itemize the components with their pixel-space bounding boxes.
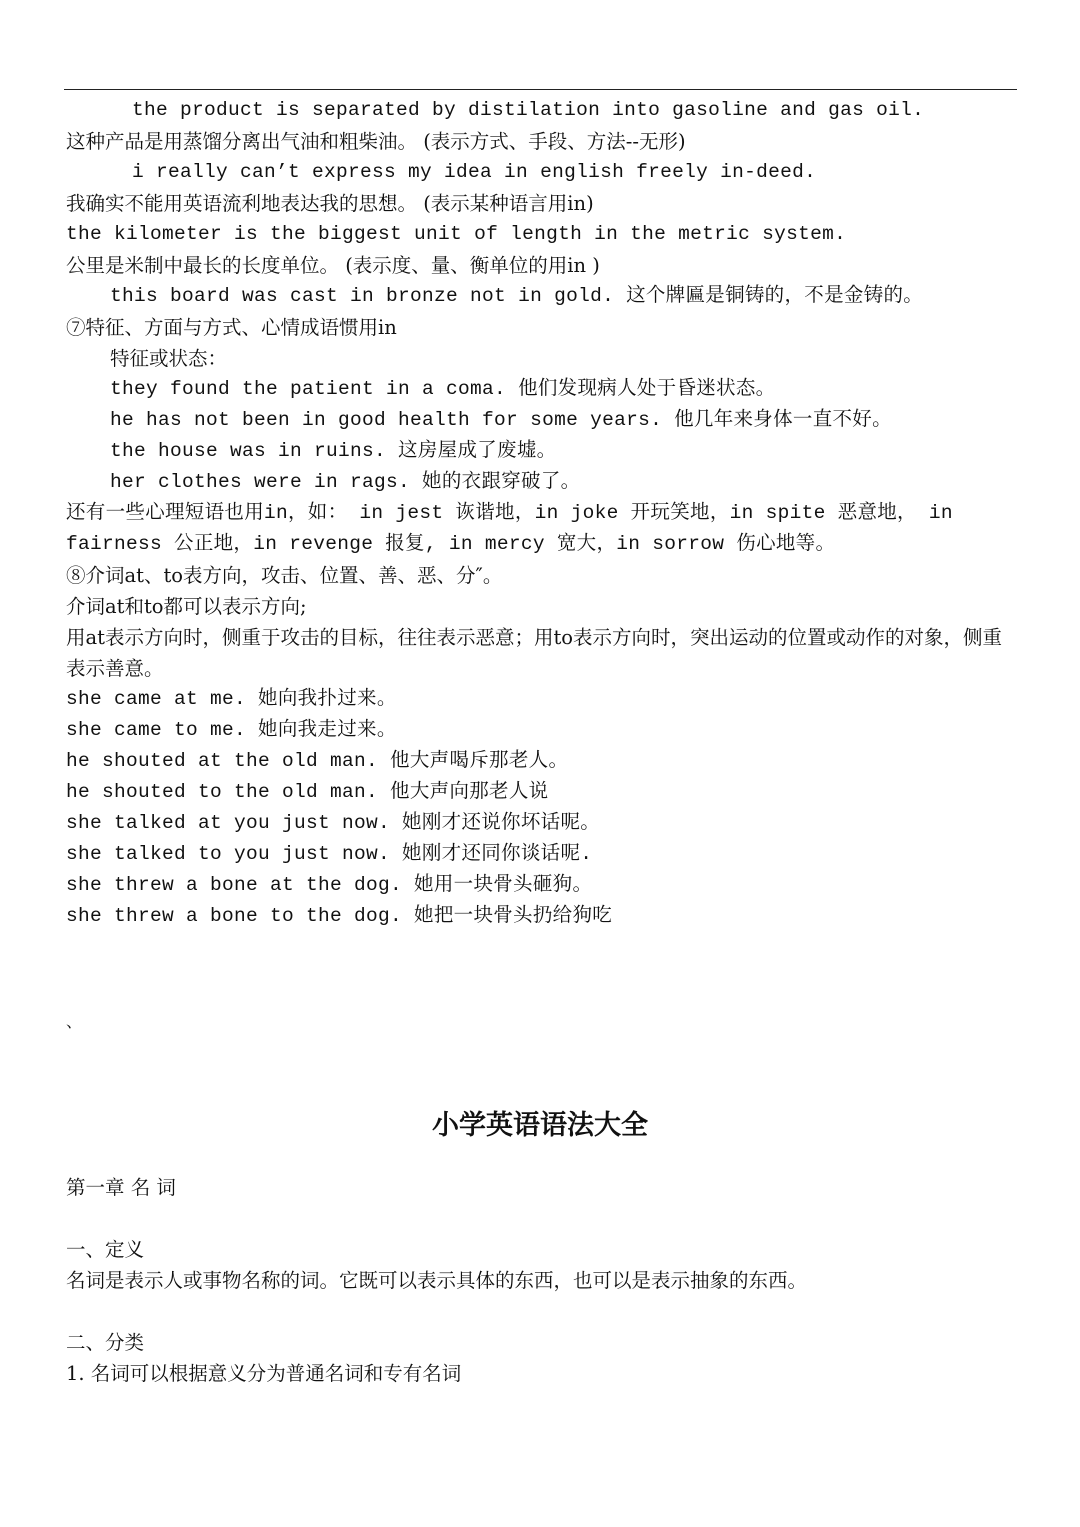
example-line: she threw a bone at the dog. 她用一块骨头砸狗。	[66, 874, 593, 896]
text-line: i really can’t express my idea in english freely in-deed.	[132, 161, 817, 183]
header-rule	[64, 89, 1017, 90]
text-line: 这种产品是用蒸馏分离出气油和粗柴油。 (表示方式、手段、方法--无形)	[66, 130, 686, 153]
chapter-heading: 第一章 名 词	[66, 1176, 176, 1199]
text-line: they found the patient in a coma. 他们发现病人处于昏迷状态。	[110, 378, 776, 400]
text-line: the house was in ruins. 这房屋成了废墟。	[110, 440, 557, 462]
document-title: 小学英语语法大全	[432, 1110, 648, 1141]
section-classification	[66, 1327, 1016, 1389]
upper-text-block	[66, 95, 1016, 932]
text-line: this board was cast in bronze not in gold. 这个牌匾是铜铸的，不是金铸的。	[110, 285, 924, 307]
text-line: the kilometer is the biggest unit of length in the metric system.	[66, 223, 847, 245]
example-line: she came to me. 她向我走过来。	[66, 719, 397, 741]
text-line: 介词at和to都可以表示方向;	[66, 595, 307, 618]
subsection-heading: ⑦特征、方面与方式、心情成语惯用in	[66, 316, 397, 339]
text-line: her clothes were in rags. 她的衣跟穿破了。	[110, 471, 581, 493]
section-definition	[66, 1234, 1016, 1296]
example-line: she threw a bone to the dog. 她把一块骨头扔给狗吃	[66, 905, 613, 927]
text-line: he has not been in good health for some years. 他几年来身体一直不好。	[110, 409, 892, 431]
text-paragraph: 用at表示方向时，侧重于攻击的目标，往往表示恶意；用to表示方向时，突出运动的位置或动作的对象，侧重表示善意。	[66, 626, 1003, 680]
text-line: the product is separated by distilation into gasoline and gas oil.	[132, 99, 925, 121]
example-line: he shouted at the old man. 他大声喝斥那老人。	[66, 750, 569, 772]
section-text: 名词是表示人或事物名称的词。它既可以表示具体的东西，也可以是表示抽象的东西。	[66, 1269, 808, 1292]
text-paragraph: 还有一些心理短语也用in，如： in jest 诙谐地，in joke 开玩笑地，in spite 恶意地， in fairness 公正地，in revenge 报复, in mercy 宽大，in sorrow 伤心地等。	[66, 502, 953, 555]
stray-mark: 、	[66, 1012, 83, 1031]
subsection-heading: ⑧介词at、to表方向，攻击、位置、善、恶、分″。	[66, 564, 503, 587]
section-heading: 一、定义	[66, 1238, 145, 1261]
text-line: 公里是米制中最长的长度单位。 (表示度、量、衡单位的用in )	[66, 254, 600, 277]
example-line: she talked at you just now. 她刚才还说你坏话呢。	[66, 812, 601, 834]
example-line: she talked to you just now. 她刚才还同你谈话呢.	[66, 843, 593, 865]
text-line: 我确实不能用英语流利地表达我的思想。 (表示某种语言用in)	[66, 192, 594, 215]
chapter-block	[66, 1172, 1016, 1203]
text-line: 特征或状态：	[110, 347, 228, 370]
example-line: she came at me. 她向我扑过来。	[66, 688, 397, 710]
list-item: 1. 名词可以根据意义分为普通名词和专有名词	[66, 1362, 462, 1385]
section-heading: 二、分类	[66, 1331, 145, 1354]
example-line: he shouted to the old man. 他大声向那老人说	[66, 781, 549, 803]
